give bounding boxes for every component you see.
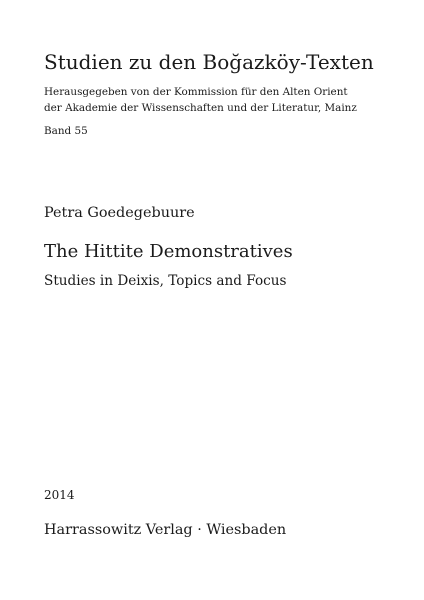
series-title: Studien zu den Boğazköy-Texten [44, 50, 374, 74]
author-name: Petra Goedegebuure [44, 205, 195, 221]
series-editor-line: Herausgegeben von der Kommission für den Alten Orient [44, 86, 348, 98]
book-subtitle: Studies in Deixis, Topics and Focus [44, 273, 287, 289]
series-editor-line: der Akademie der Wissenschaften und der Literatur, Mainz [44, 102, 357, 114]
volume-number: Band 55 [44, 125, 88, 137]
book-title: The Hittite Demonstratives [44, 241, 293, 262]
publisher-imprint: Harrassowitz Verlag · Wiesbaden [44, 522, 287, 538]
publication-year: 2014 [44, 488, 75, 502]
